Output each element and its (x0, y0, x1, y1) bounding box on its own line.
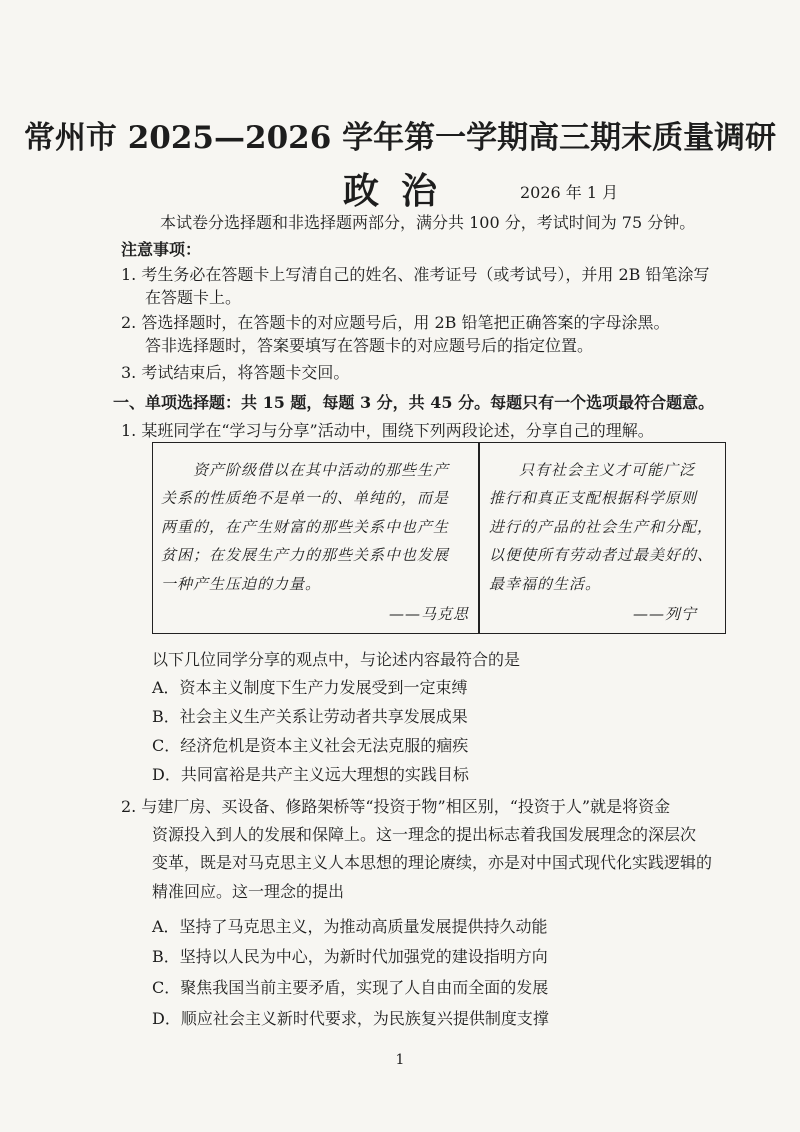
quote-right-line: 只有社会主义才可能广泛 (519, 461, 696, 479)
subject-title: 政治 (343, 170, 460, 212)
notice-heading: 注意事项： (121, 240, 202, 259)
quote-left-line: 关系的性质绝不是单一的、单纯的，而是 (161, 489, 450, 507)
exam-title: 常州市 2025—2026 学年第一学期高三期末质量调研 (23, 120, 777, 156)
exam-date: 2026 年 1 月 (520, 183, 619, 202)
quote-divider (478, 443, 480, 633)
quote-left-line: 一种产生压迫的力量。 (161, 575, 322, 593)
option-a: A．坚持了马克思主义，为推动高质量发展提供持久动能 (152, 917, 548, 936)
quote-right-line: 最幸福的生活。 (489, 575, 602, 593)
notice-item: 2. 答选择题时，在答题卡的对应题号后，用 2B 铅笔把正确答案的字母涂黑。 (121, 313, 670, 332)
option-b: B．坚持以人民为中心，为新时代加强党的建设指明方向 (152, 947, 548, 966)
quote-right-line: 以便使所有劳动者过最美好的、 (489, 546, 714, 564)
option-b: B．社会主义生产关系让劳动者共享发展成果 (152, 707, 468, 726)
question-stem: 1. 某班同学在“学习与分享”活动中，围绕下列两段论述，分享自己的理解。 (121, 421, 654, 440)
quote-left-line: 资产阶级借以在其中活动的那些生产 (193, 461, 450, 479)
option-c: C．经济危机是资本主义社会无法克服的痼疾 (152, 736, 469, 755)
notice-item: 在答题卡上。 (145, 288, 242, 307)
intro-text: 本试卷分选择题和非选择题两部分，满分共 100 分，考试时间为 75 分钟。 (160, 213, 696, 232)
quote-right-author: ——列宁 (633, 605, 698, 623)
quote-left-line: 贫困；在发展生产力的那些关系中也发展 (161, 546, 450, 564)
question-prompt: 以下几位同学分享的观点中，与论述内容最符合的是 (152, 650, 521, 669)
quote-box (152, 442, 726, 634)
notice-item: 3. 考试结束后，将答题卡交回。 (121, 363, 350, 382)
option-a: A．资本主义制度下生产力发展受到一定束缚 (152, 678, 468, 697)
quote-right-line: 推行和真正支配根据科学原则 (489, 489, 698, 507)
question-stem-line: 资源投入到人的发展和保障上。这一理念的提出标志着我国发展理念的深层次 (152, 825, 697, 844)
notice-item: 答非选择题时，答案要填写在答题卡的对应题号后的指定位置。 (145, 336, 594, 355)
page-number: 1 (395, 1052, 405, 1068)
quote-right-line: 进行的产品的社会生产和分配， (489, 518, 714, 536)
quote-left-author: ——马克思 (389, 605, 470, 623)
section-heading: 一、单项选择题：共 15 题，每题 3 分，共 45 分。每题只有一个选项最符合题意。 (113, 393, 715, 412)
notice-item: 1. 考生务必在答题卡上写清自己的姓名、准考证号（或考试号），并用 2B 铅笔涂写 (121, 265, 710, 284)
question-stem-line: 变革，既是对马克思主义人本思想的理论赓续，亦是对中国式现代化实践逻辑的 (152, 853, 713, 872)
question-stem-line: 2. 与建厂房、买设备、修路架桥等“投资于物”相区别，“投资于人”就是将资金 (121, 797, 671, 816)
option-d: D．顺应社会主义新时代要求，为民族复兴提供制度支撑 (152, 1009, 549, 1028)
option-d: D．共同富裕是共产主义远大理想的实践目标 (152, 765, 469, 784)
question-stem-line: 精准回应。这一理念的提出 (152, 882, 345, 901)
option-c: C．聚焦我国当前主要矛盾，实现了人自由而全面的发展 (152, 978, 549, 997)
quote-left-line: 两重的，在产生财富的那些关系中也产生 (161, 518, 450, 536)
